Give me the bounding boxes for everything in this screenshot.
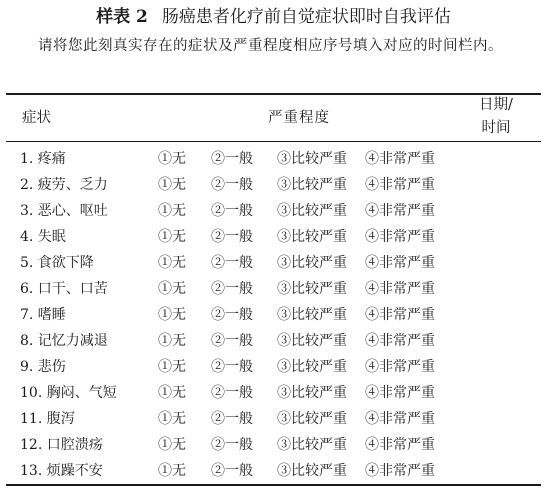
option-none: ①无 <box>158 229 186 245</box>
option-none: ①无 <box>158 255 186 271</box>
table-row <box>0 250 547 276</box>
table-row <box>0 432 547 458</box>
option-very-severe: ④非常严重 <box>365 307 435 323</box>
table-row <box>0 276 547 302</box>
option-very-severe: ④非常严重 <box>365 385 435 401</box>
symptom-label: 6. 口干、口苦 <box>20 281 108 297</box>
option-none: ①无 <box>158 307 186 323</box>
option-mild: ②一般 <box>211 203 253 219</box>
option-none: ①无 <box>158 281 186 297</box>
page-title <box>0 4 547 30</box>
symptom-label: 1. 疼痛 <box>20 151 66 167</box>
table-bottom-rule <box>6 484 541 486</box>
table-row <box>0 146 547 172</box>
option-severe: ③比较严重 <box>277 255 347 271</box>
option-very-severe: ④非常严重 <box>365 333 435 349</box>
table-row <box>0 458 547 484</box>
option-very-severe: ④非常严重 <box>365 463 435 479</box>
option-severe: ③比较严重 <box>277 385 347 401</box>
option-none: ①无 <box>158 359 186 375</box>
option-mild: ②一般 <box>211 177 253 193</box>
option-severe: ③比较严重 <box>277 281 347 297</box>
header-time: 时间 <box>481 120 511 136</box>
option-severe: ③比较严重 <box>277 437 347 453</box>
table-row <box>0 328 547 354</box>
symptom-label: 13. 烦躁不安 <box>20 463 103 479</box>
option-mild: ②一般 <box>211 437 253 453</box>
symptom-label: 3. 恶心、呕吐 <box>20 203 108 219</box>
table-tag: 样表 2 <box>96 7 148 27</box>
table-header-rule <box>6 141 541 142</box>
option-severe: ③比较严重 <box>277 151 347 167</box>
option-none: ①无 <box>158 333 186 349</box>
instruction-text: 请将您此刻真实存在的症状及严重程度相应序号填入对应的时间栏内。 <box>38 38 503 54</box>
symptom-label: 7. 嗜睡 <box>20 307 66 323</box>
symptom-label: 8. 记忆力减退 <box>20 333 108 349</box>
option-very-severe: ④非常严重 <box>365 229 435 245</box>
table-row <box>0 172 547 198</box>
symptom-table-body <box>0 146 547 484</box>
symptom-label: 2. 疲劳、乏力 <box>20 177 108 193</box>
table-title: 肠癌患者化疗前自觉症状即时自我评估 <box>161 7 451 27</box>
option-mild: ②一般 <box>211 359 253 375</box>
option-very-severe: ④非常严重 <box>365 177 435 193</box>
symptom-label: 11. 腹泻 <box>20 411 75 427</box>
symptom-label: 10. 胸闷、气短 <box>20 385 117 401</box>
option-severe: ③比较严重 <box>277 359 347 375</box>
option-severe: ③比较严重 <box>277 229 347 245</box>
option-very-severe: ④非常严重 <box>365 359 435 375</box>
option-mild: ②一般 <box>211 307 253 323</box>
option-mild: ②一般 <box>211 229 253 245</box>
option-none: ①无 <box>158 411 186 427</box>
table-row <box>0 224 547 250</box>
option-mild: ②一般 <box>211 255 253 271</box>
option-severe: ③比较严重 <box>277 203 347 219</box>
option-very-severe: ④非常严重 <box>365 281 435 297</box>
option-severe: ③比较严重 <box>277 463 347 479</box>
option-severe: ③比较严重 <box>277 307 347 323</box>
option-very-severe: ④非常严重 <box>365 255 435 271</box>
table-row <box>0 302 547 328</box>
option-severe: ③比较严重 <box>277 177 347 193</box>
option-mild: ②一般 <box>211 385 253 401</box>
symptom-label: 12. 口腔溃疡 <box>20 437 103 453</box>
table-row <box>0 406 547 432</box>
option-none: ①无 <box>158 385 186 401</box>
option-mild: ②一般 <box>211 281 253 297</box>
table-row <box>0 380 547 406</box>
option-severe: ③比较严重 <box>277 333 347 349</box>
symptom-label: 4. 失眠 <box>20 229 66 245</box>
option-very-severe: ④非常严重 <box>365 411 435 427</box>
header-symptom: 症状 <box>22 110 51 126</box>
option-none: ①无 <box>158 437 186 453</box>
option-mild: ②一般 <box>211 151 253 167</box>
table-row <box>0 198 547 224</box>
symptom-label: 5. 食欲下降 <box>20 255 94 271</box>
header-severity: 严重程度 <box>268 110 330 126</box>
option-none: ①无 <box>158 463 186 479</box>
option-mild: ②一般 <box>211 411 253 427</box>
header-date: 日期/ <box>479 97 513 113</box>
table-row <box>0 354 547 380</box>
option-mild: ②一般 <box>211 463 253 479</box>
option-none: ①无 <box>158 203 186 219</box>
option-severe: ③比较严重 <box>277 411 347 427</box>
option-none: ①无 <box>158 177 186 193</box>
option-very-severe: ④非常严重 <box>365 437 435 453</box>
symptom-label: 9. 悲伤 <box>20 359 66 375</box>
option-very-severe: ④非常严重 <box>365 151 435 167</box>
option-very-severe: ④非常严重 <box>365 203 435 219</box>
option-mild: ②一般 <box>211 333 253 349</box>
option-none: ①无 <box>158 151 186 167</box>
header-date-time <box>455 94 537 140</box>
